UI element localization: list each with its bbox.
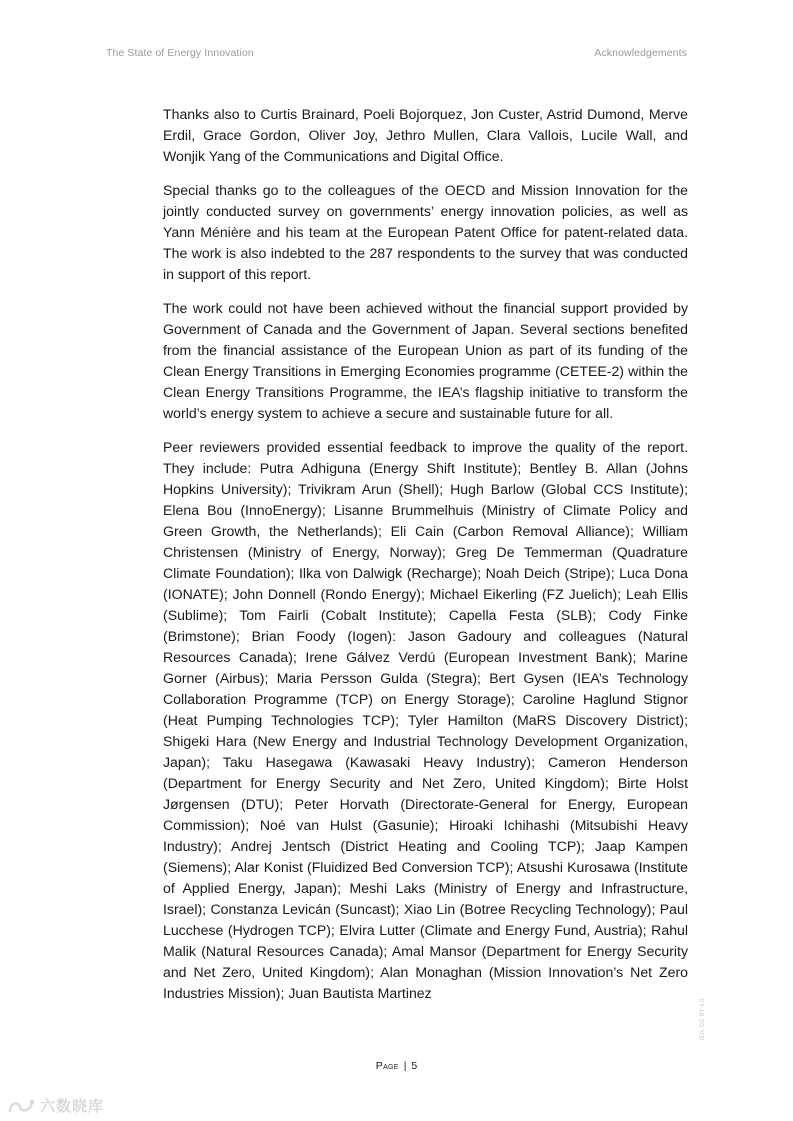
watermark-logo-icon [8,1097,36,1115]
page-number: 5 [411,1060,418,1072]
watermark-text: 六数晓库 [40,1098,105,1115]
paragraph-communications-thanks: Thanks also to Curtis Brainard, Poeli Bojorquez, Jon Custer, Astrid Dumond, Merve Erdil, Grace Gordon, Oliver Joy, Jethro Mullen, Clara Vallois, Lucile Wall, and Wonjik Yang of the Communications and Digital Office. [163,106,688,164]
page-label: Page [375,1060,399,1072]
paragraph-special-thanks: Special thanks go to the colleagues of the OECD and Mission Innovation for the jointly conducted survey on governments’ energy innovation policies, as well as Yann Ménière and his team at the European Patent Office for patent-related data. The work is also indebted to the 287 respondents to the survey that was conducted in support of this report. [163,182,688,282]
paragraph-financial-support: The work could not have been achieved without the financial support provided by Government of Canada and the Government of Japan. Several sections benefited from the financial assistance of the European Union as part of its funding of the Clean Energy Transitions in Emerging Economies programme (CETEE-2) within the Clean Energy Transitions Programme, the IEA’s flagship initiative to transform the world’s energy system to achieve a secure and sustainable future for all. [163,300,688,421]
paragraph-peer-reviewers: Peer reviewers provided essential feedback to improve the quality of the report. They include: Putra Adhiguna (Energy Shift Institute); Bentley B. Allan (Johns Hopkins University); Trivikram Arun (Shell); Hugh Barlow (Global CCS Institute); Elena Bou (InnoEnergy); Lisanne Brummelhuis (Ministry of Climate Policy and Green Growth, the Netherlands); Eli Cain (Carbon Removal Alliance); William Christensen (Ministry of Energy, Norway); Greg De Temmerman (Quadrature Climate Foundation); Ilka von Dalwigk (Recharge); Noah Deich (Stripe); Luca Dona (IONATE); John Donnell (Rondo Energy); Michael Eikerling (FZ Juelich); Leah Ellis (Sublime); Tom Fairli (Cobalt Institute); Capella Festa (SLB); Cody Finke (Brimstone); Brian Foody (Iogen): Jason Gadoury and colleagues (Natural Resources Canada); Irene Gálvez Verdú (European Investment Bank); Marine Gorner (Airbus); Maria Persson Gulda (Stegra); Bert Gysen (IEA’s Technology Collaboration Programme (TCP) on Energy Storage); Caroline Haglund Stignor (Heat Pumping Technologies TCP); Tyler Hamilton (MaRS Discovery District); Shigeki Hara (New Energy and Industrial Technology Development Organization, Japan); Taku Hasegawa (Kawasaki Heavy Industry); Cameron Henderson (Department for Energy Security and Net Zero, United Kingdom); Birte Holst Jørgensen (DTU); Peter Horvath (Directorate-General for Energy, European Commission); Noé van Hulst (Gasunie); Hiroaki Ichihashi (Mitsubishi Heavy Industry); Andrej Jentsch (District Heating and Cooling TCP); Jaap Kampen (Siemens); Alar Konist (Fluidized Bed Conversion TCP); Atsushi Kurosawa (Institute of Applied Energy, Japan); Meshi Laks (Ministry of Energy and Infrastructure, Israel); Constanza Levicán (Suncast); Xiao Lin (Botree Recycling Technology); Paul Lucchese (Hydrogen TCP); Elvira Lutter (Climate and Energy Fund, Austria); Rahul Malik (Natural Resources Canada); Amal Mansor (Department for Energy Security and Net Zero, United Kingdom); Alan Monaghan (Mission Innovation’s Net Zero Industries Mission); Juan Bautista Martinez [163,439,688,1001]
page-footer [0,1060,793,1072]
page-separator: | [403,1060,407,1072]
document-body [163,104,688,1017]
license-note: IEA. CC BY 4.0. [700,997,706,1040]
running-header-section: Acknowledgements [594,47,687,59]
running-header-title: The State of Energy Innovation [106,47,254,59]
watermark [8,1095,104,1116]
